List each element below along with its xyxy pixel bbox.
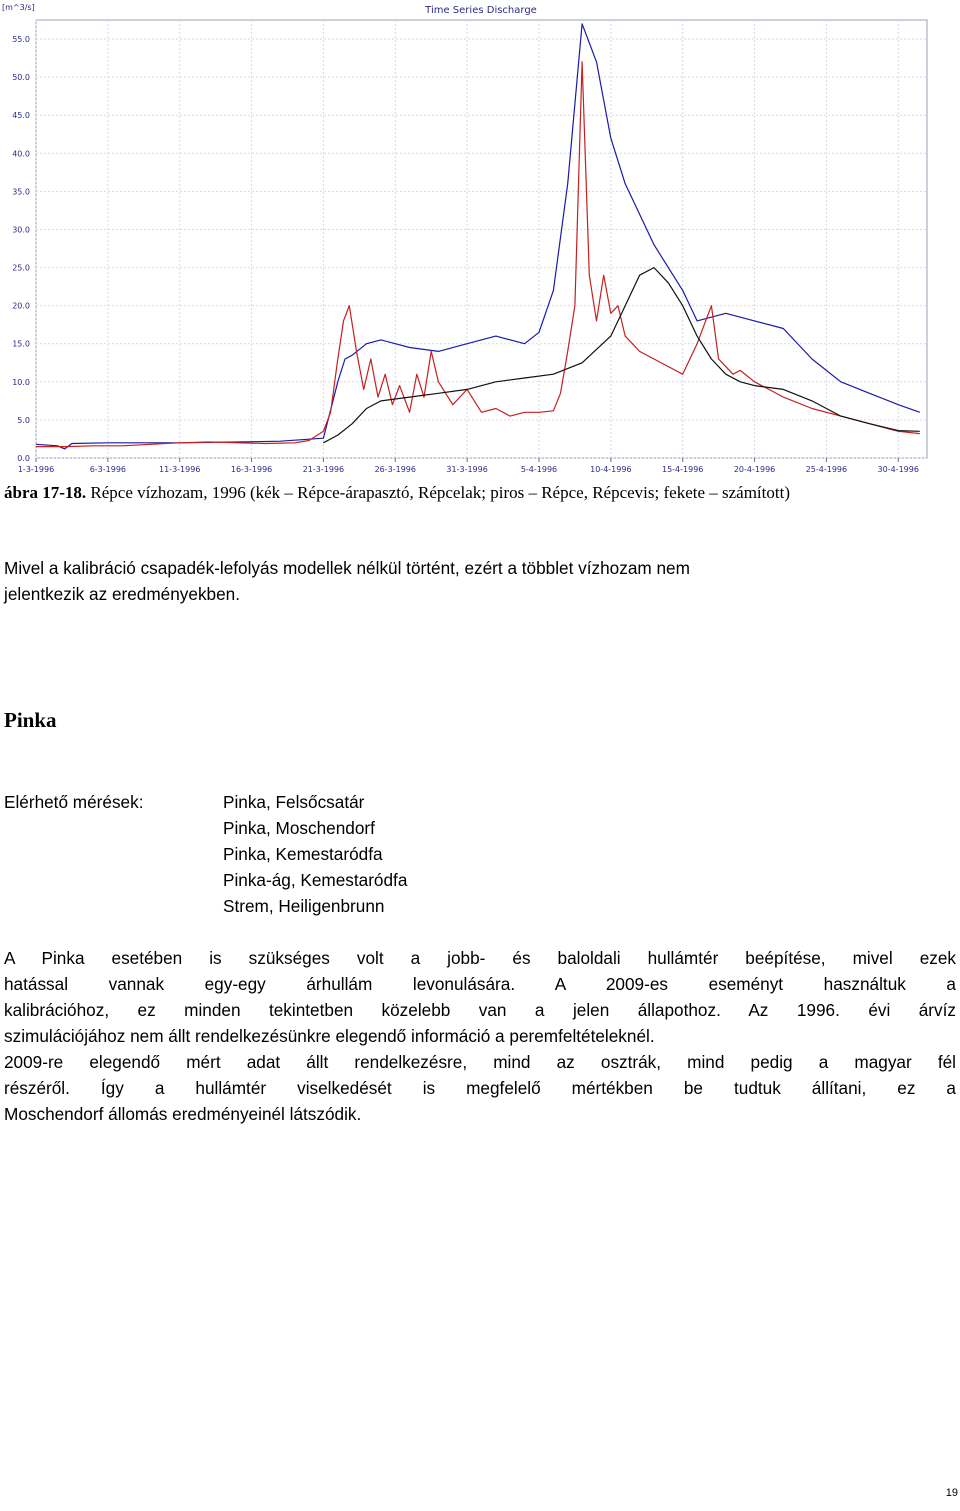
figure-caption: [4, 483, 960, 503]
y-tick-label: 5.0: [17, 415, 30, 425]
y-tick-label: 35.0: [12, 187, 30, 197]
y-axis-unit: [m^3/s]: [2, 3, 35, 12]
x-tick-label: 26-3-1996: [374, 465, 416, 474]
paragraph-line: hatással vannak egy-egy árhullám levonulására. A 2009-es eseményt használtuk a: [4, 974, 956, 994]
caption-text: Répce vízhozam, 1996 (kék – Répce-árapasztó, Répcelak; piros – Répce, Répcevis; fekete – számított): [90, 483, 790, 502]
measurements-list: [223, 789, 407, 919]
y-tick-label: 10.0: [12, 377, 30, 387]
x-tick-label: 30-4-1996: [877, 465, 919, 474]
pinka-paragraph: [4, 945, 956, 1127]
y-tick-label: 45.0: [12, 111, 30, 121]
discharge-figure: [0, 0, 960, 476]
measurement-item: Pinka, Moschendorf: [223, 818, 375, 838]
y-tick-label: 20.0: [12, 301, 30, 311]
paragraph-line: jelentkezik az eredményekben.: [4, 584, 240, 604]
caption-number: ábra 17-18.: [4, 483, 87, 502]
section-heading: Pinka: [4, 708, 57, 732]
x-tick-label: 20-4-1996: [733, 465, 776, 474]
x-tick-label: 5-4-1996: [520, 465, 558, 474]
y-tick-label: 55.0: [12, 35, 30, 45]
x-tick-label: 11-3-1996: [159, 465, 201, 474]
y-tick-label: 30.0: [12, 225, 30, 235]
measurement-item: Pinka, Felsőcsatár: [223, 792, 365, 812]
x-tick-label: 10-4-1996: [590, 465, 632, 474]
measurement-item: Strem, Heiligenbrunn: [223, 896, 385, 916]
paragraph-line: Moschendorf állomás eredményeinél látszódik.: [4, 1104, 362, 1124]
x-tick-label: 16-3-1996: [230, 465, 273, 474]
x-tick-label: 31-3-1996: [446, 465, 488, 474]
x-tick-label: 21-3-1996: [302, 465, 345, 474]
y-tick-label: 40.0: [12, 149, 30, 159]
paragraph-line: Mivel a kalibráció csapadék-lefolyás modellek nélkül történt, ezért a többlet vízhozam nem: [4, 558, 690, 578]
paragraph-line: szimulációjához nem állt rendelkezésünkre elegendő információ a peremfeltételeknél.: [4, 1026, 655, 1046]
y-tick-label: 15.0: [12, 339, 30, 349]
page-number: 19: [945, 1487, 958, 1499]
paragraph-line: A Pinka esetében is szükséges volt a jobb- és baloldali hullámtér beépítése, mivel ezek: [4, 948, 956, 968]
paragraph-line: 2009-re elegendő mért adat állt rendelkezésre, mind az osztrák, mind pedig a magyar fél: [4, 1052, 956, 1072]
y-tick-label: 50.0: [12, 73, 30, 83]
plot-area: [36, 20, 927, 458]
x-tick-label: 15-4-1996: [661, 465, 704, 474]
measurement-item: Pinka, Kemestaródfa: [223, 844, 383, 864]
x-tick-label: 6-3-1996: [89, 465, 127, 474]
calibration-paragraph: [4, 555, 956, 607]
paragraph-line: részéről. Így a hullámtér viselkedését is megfelelő mértékben be tudtuk állítani, ez a: [4, 1078, 956, 1098]
measurements-label: Elérhető mérések:: [4, 792, 144, 812]
x-tick-label: 1-3-1996: [17, 465, 55, 474]
paragraph-line: kalibrációhoz, ez minden tekintetben közelebb van a jelen állapothoz. Az 1996. évi árvíz: [4, 1000, 956, 1020]
chart-title: Time Series Discharge: [425, 5, 537, 16]
y-tick-label: 25.0: [12, 263, 30, 273]
y-tick-label: 0.0: [17, 454, 30, 463]
x-tick-label: 25-4-1996: [805, 465, 848, 474]
measurement-item: Pinka-ág, Kemestaródfa: [223, 870, 408, 890]
discharge-chart: [0, 0, 960, 476]
